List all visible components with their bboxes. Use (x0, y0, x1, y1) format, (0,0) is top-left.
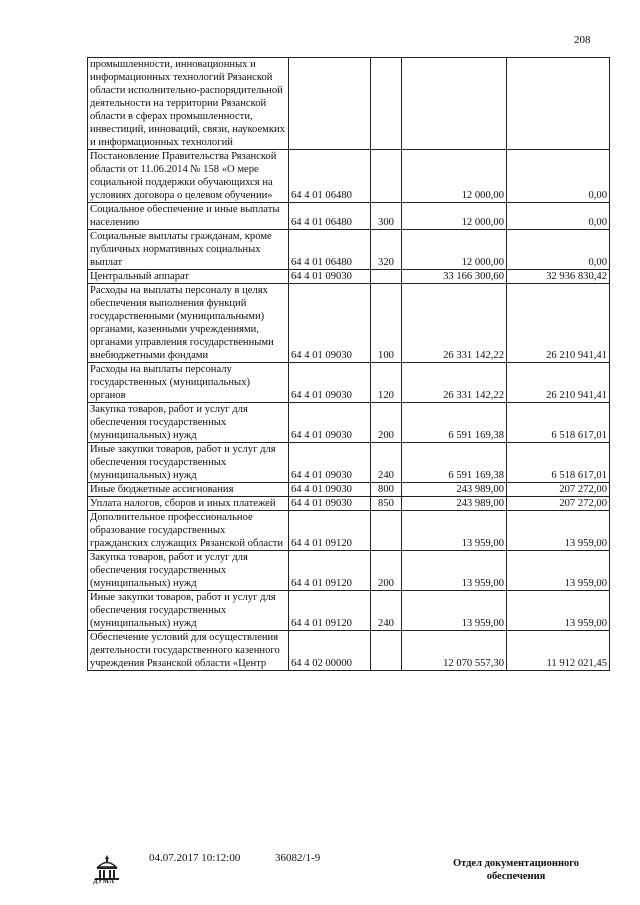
row-amount-planned: 12 000,00 (402, 230, 507, 270)
row-amount-executed: 207 272,00 (507, 497, 610, 511)
row-amount-planned: 26 331 142,22 (402, 363, 507, 403)
table-row (88, 497, 610, 511)
row-amount-executed: 11 912 021,45 (507, 631, 610, 671)
row-code: 64 4 01 09030 (289, 403, 371, 443)
footer-department: Отдел документационного обеспечения (452, 858, 580, 882)
row-code: 64 4 01 06480 (289, 230, 371, 270)
row-expense-type: 200 (371, 403, 402, 443)
row-name: Социальные выплаты гражданам, кроме публичных нормативных социальных выплат (88, 230, 289, 270)
row-amount-executed (507, 58, 610, 150)
table-row (88, 591, 610, 631)
table-row (88, 403, 610, 443)
table-row (88, 631, 610, 671)
row-expense-type: 300 (371, 203, 402, 230)
row-amount-planned: 243 989,00 (402, 483, 507, 497)
row-name: Центральный аппарат (88, 270, 289, 284)
row-amount-executed: 26 210 941,41 (507, 363, 610, 403)
row-name: Иные бюджетные ассигнования (88, 483, 289, 497)
table-row (88, 203, 610, 230)
row-expense-type: 100 (371, 284, 402, 363)
row-code (289, 58, 371, 150)
table-row (88, 363, 610, 403)
row-amount-planned: 6 591 169,38 (402, 443, 507, 483)
row-expense-type: 120 (371, 363, 402, 403)
row-amount-planned: 13 959,00 (402, 551, 507, 591)
footer-date: 04.07.2017 10:12:00 (149, 852, 241, 864)
row-name: Иные закупки товаров, работ и услуг для обеспечения государственных (муниципальных) нужд (88, 591, 289, 631)
row-expense-type (371, 150, 402, 203)
row-amount-planned: 33 166 300,60 (402, 270, 507, 284)
row-amount-executed: 6 518 617,01 (507, 403, 610, 443)
budget-table-body (88, 58, 610, 671)
row-amount-planned: 26 331 142,22 (402, 284, 507, 363)
row-expense-type (371, 270, 402, 284)
table-row (88, 58, 610, 150)
duma-logo (92, 853, 122, 894)
row-amount-planned: 13 959,00 (402, 511, 507, 551)
row-name: Обеспечение условий для осуществления деятельности государственного казенного учреждения Рязанской области «Центр (88, 631, 289, 671)
row-name: Расходы на выплаты персоналу государственных (муниципальных) органов (88, 363, 289, 403)
row-code: 64 4 01 09030 (289, 497, 371, 511)
row-amount-planned: 12 000,00 (402, 150, 507, 203)
row-code: 64 4 01 09030 (289, 270, 371, 284)
row-code: 64 4 01 06480 (289, 203, 371, 230)
row-amount-executed: 26 210 941,41 (507, 284, 610, 363)
table-row (88, 150, 610, 203)
table-row (88, 551, 610, 591)
row-amount-executed: 207 272,00 (507, 483, 610, 497)
page-number: 208 (574, 34, 591, 46)
table-row (88, 443, 610, 483)
row-name: Закупка товаров, работ и услуг для обеспечения государственных (муниципальных) нужд (88, 551, 289, 591)
row-amount-planned: 12 000,00 (402, 203, 507, 230)
budget-table (87, 57, 610, 671)
footer-doc-number: 36082/1-9 (275, 852, 321, 864)
row-expense-type: 240 (371, 443, 402, 483)
row-code: 64 4 01 06480 (289, 150, 371, 203)
row-amount-executed: 0,00 (507, 203, 610, 230)
row-expense-type: 240 (371, 591, 402, 631)
row-name: Иные закупки товаров, работ и услуг для обеспечения государственных (муниципальных) нужд (88, 443, 289, 483)
row-name: Закупка товаров, работ и услуг для обеспечения государственных (муниципальных) нужд (88, 403, 289, 443)
row-amount-executed: 0,00 (507, 230, 610, 270)
row-amount-executed: 13 959,00 (507, 511, 610, 551)
row-amount-executed: 13 959,00 (507, 591, 610, 631)
row-name: Социальное обеспечение и иные выплаты населению (88, 203, 289, 230)
row-name: Уплата налогов, сборов и иных платежей (88, 497, 289, 511)
row-code: 64 4 01 09030 (289, 284, 371, 363)
row-amount-executed: 0,00 (507, 150, 610, 203)
row-amount-executed: 13 959,00 (507, 551, 610, 591)
row-expense-type: 800 (371, 483, 402, 497)
row-amount-executed: 6 518 617,01 (507, 443, 610, 483)
row-code: 64 4 01 09030 (289, 483, 371, 497)
table-row (88, 483, 610, 497)
row-amount-planned: 243 989,00 (402, 497, 507, 511)
row-amount-planned (402, 58, 507, 150)
table-row (88, 284, 610, 363)
row-amount-planned: 12 070 557,30 (402, 631, 507, 671)
table-row (88, 270, 610, 284)
row-code: 64 4 01 09120 (289, 591, 371, 631)
table-row (88, 511, 610, 551)
table-row (88, 230, 610, 270)
row-expense-type: 320 (371, 230, 402, 270)
row-amount-planned: 6 591 169,38 (402, 403, 507, 443)
row-name: Постановление Правительства Рязанской области от 11.06.2014 № 158 «О мере социальной поддержки обучающихся на условиях договора о целевом обучении» (88, 150, 289, 203)
row-code: 64 4 01 09030 (289, 363, 371, 403)
logo-text: ДУМА (93, 878, 115, 885)
row-code: 64 4 01 09030 (289, 443, 371, 483)
row-expense-type (371, 58, 402, 150)
row-name: промышленности, инновационных и информационных технологий Рязанской области исполнительно-распорядительной деятельности на территории Рязанской области в сферах промышленности, инвестиций, инноваций, связи, наукоемких и информационных технологий (88, 58, 289, 150)
row-name: Дополнительное профессиональное образование государственных гражданских служащих Рязанской области (88, 511, 289, 551)
row-amount-executed: 32 936 830,42 (507, 270, 610, 284)
row-name: Расходы на выплаты персоналу в целях обеспечения выполнения функций государственными (муниципальными) органами, казенными учреждениями, органами управления государственными внебюджетными фондами (88, 284, 289, 363)
row-expense-type (371, 631, 402, 671)
row-code: 64 4 01 09120 (289, 511, 371, 551)
row-expense-type: 200 (371, 551, 402, 591)
row-expense-type: 850 (371, 497, 402, 511)
row-amount-planned: 13 959,00 (402, 591, 507, 631)
row-expense-type (371, 511, 402, 551)
row-code: 64 4 01 09120 (289, 551, 371, 591)
row-code: 64 4 02 00000 (289, 631, 371, 671)
